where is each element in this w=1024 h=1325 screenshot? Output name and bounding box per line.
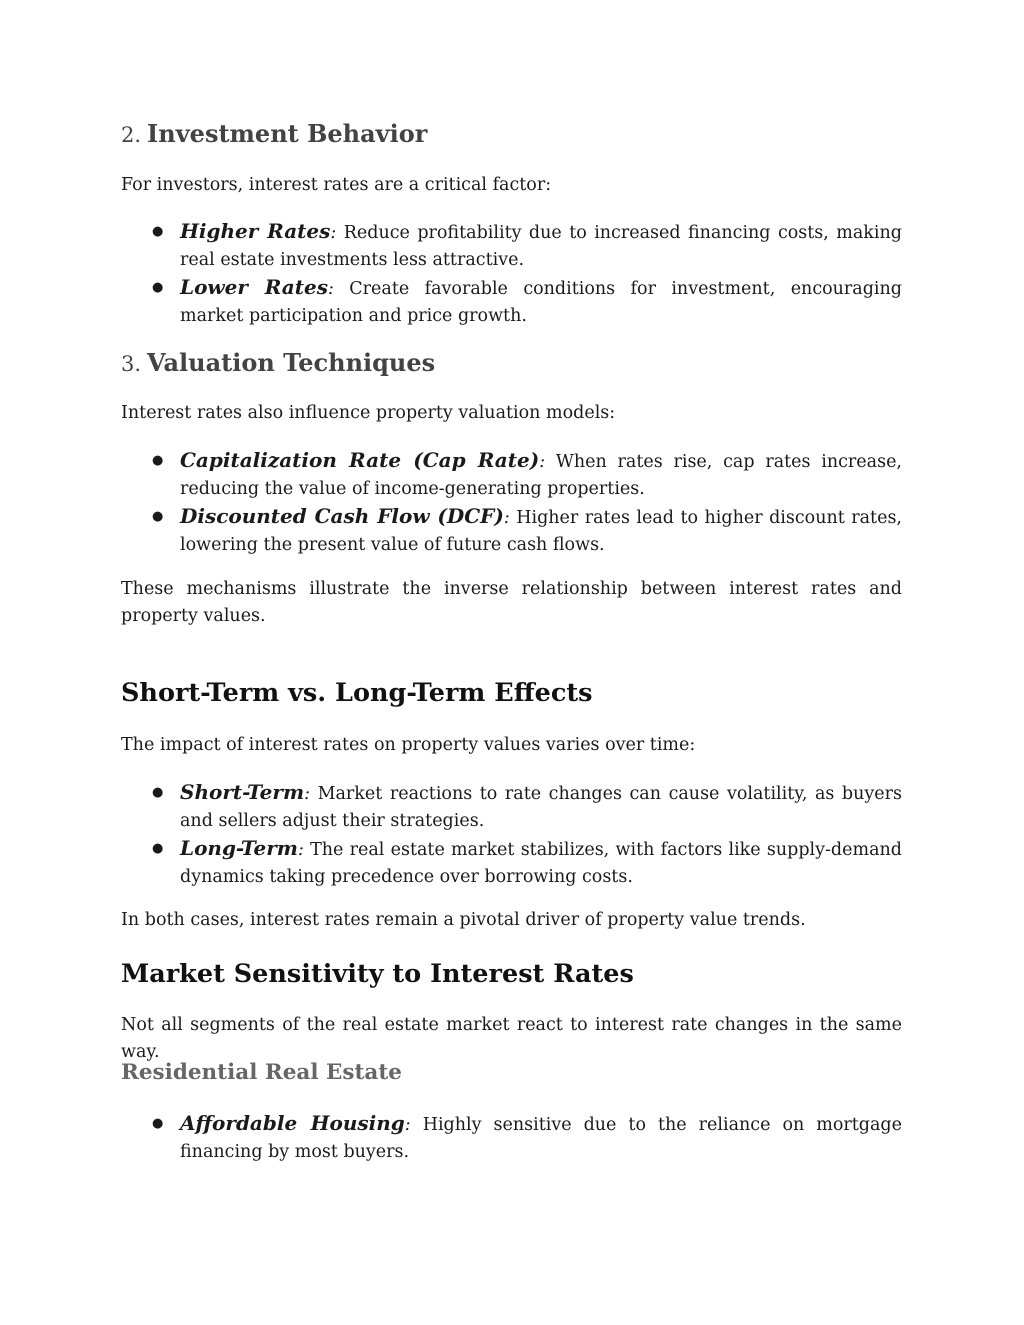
colon: :	[297, 840, 304, 860]
bullet-icon: ●	[152, 841, 164, 856]
paragraph-valuation-intro: Interest rates also influence property valuation models:	[121, 403, 616, 423]
list-short-long	[121, 779, 902, 891]
description: When rates rise, cap rates increase, reducing the value of income-generating properties.	[180, 452, 902, 499]
section-title: Valuation Techniques	[147, 348, 436, 377]
description: Market reactions to rate changes can cause volatility, as buyers and sellers adjust their strategies.	[180, 784, 902, 831]
term: Affordable Housing	[180, 1111, 405, 1135]
list-valuation	[121, 447, 902, 559]
description: Reduce profitability due to increased financing costs, making real estate investments less attractive.	[180, 223, 902, 270]
colon: :	[327, 279, 334, 299]
colon: :	[539, 452, 546, 472]
term: Higher Rates	[180, 219, 331, 243]
paragraph-short-long-intro: The impact of interest rates on property values varies over time:	[121, 735, 696, 755]
paragraph-valuation-conclusion: These mechanisms illustrate the inverse relationship between interest rates and property values.	[121, 579, 902, 626]
term: Capitalization Rate (Cap Rate)	[180, 448, 540, 472]
term: Long-Term	[180, 836, 298, 860]
list-item	[121, 835, 902, 891]
section-number: 3.	[121, 352, 142, 376]
colon: :	[404, 1115, 411, 1135]
subheading-residential-real-estate: Residential Real Estate	[121, 1060, 402, 1085]
section-title: Investment Behavior	[147, 119, 428, 148]
bullet-icon: ●	[152, 509, 164, 524]
heading-market-sensitivity: Market Sensitivity to Interest Rates	[121, 959, 634, 989]
term: Discounted Cash Flow (DCF)	[180, 504, 504, 528]
description: Highly sensitive due to the reliance on mortgage financing by most buyers.	[180, 1115, 902, 1162]
paragraph-investment-intro: For investors, interest rates are a critical factor:	[121, 175, 552, 195]
bullet-icon: ●	[152, 1116, 164, 1131]
description: The real estate market stabilizes, with factors like supply-demand dynamics taking precedence over borrowing costs.	[180, 840, 902, 887]
list-item	[121, 503, 902, 559]
colon: :	[503, 508, 510, 528]
list-residential	[121, 1110, 902, 1166]
list-investment	[121, 218, 902, 330]
list-item	[121, 1110, 902, 1166]
list-item	[121, 274, 902, 330]
heading-investment-behavior	[121, 119, 427, 150]
term: Lower Rates	[180, 275, 328, 299]
bullet-icon: ●	[152, 224, 164, 239]
section-number: 2.	[121, 123, 142, 147]
bullet-icon: ●	[152, 280, 164, 295]
list-item	[121, 447, 902, 503]
paragraph-short-long-conclusion: In both cases, interest rates remain a pivotal driver of property value trends.	[121, 910, 806, 930]
paragraph-sensitivity-intro: Not all segments of the real estate market react to interest rate changes in the same way.	[121, 1015, 902, 1062]
heading-short-long-term: Short-Term vs. Long-Term Effects	[121, 678, 593, 708]
heading-valuation-techniques	[121, 348, 435, 379]
list-item	[121, 779, 902, 835]
description: Create favorable conditions for investment, encouraging market participation and price growth.	[180, 279, 902, 326]
list-item	[121, 218, 902, 274]
bullet-icon: ●	[152, 453, 164, 468]
colon: :	[304, 784, 311, 804]
description: Higher rates lead to higher discount rates, lowering the present value of future cash flows.	[180, 508, 902, 555]
term: Short-Term	[180, 780, 305, 804]
bullet-icon: ●	[152, 785, 164, 800]
colon: :	[330, 223, 337, 243]
